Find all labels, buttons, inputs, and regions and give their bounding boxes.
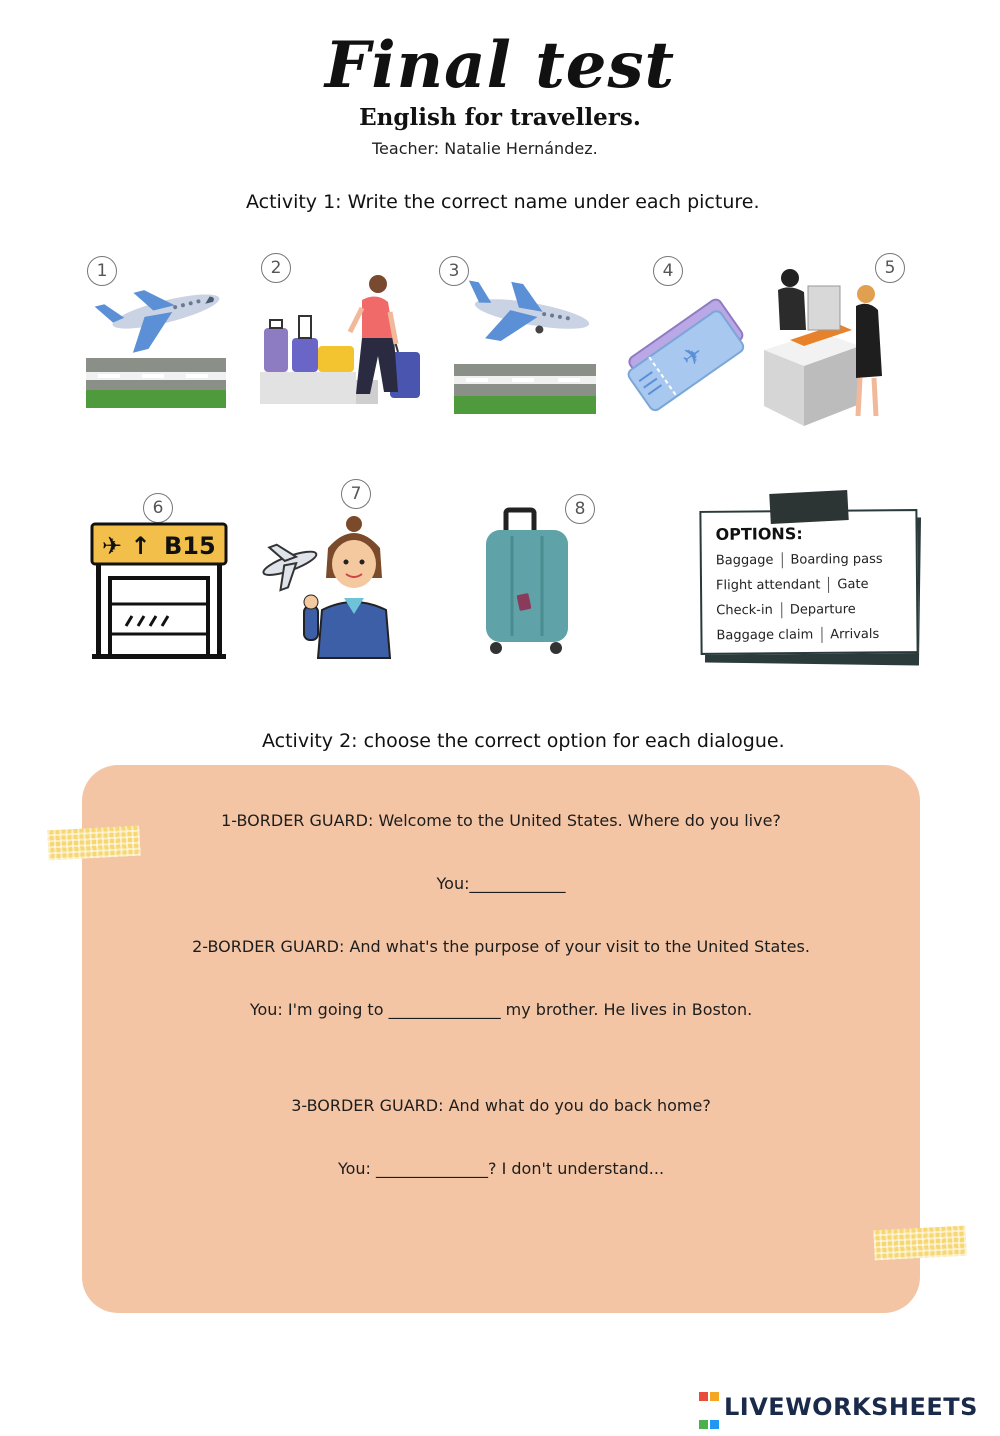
picture-number-6: 6: [143, 493, 173, 523]
picture-number-4: 4: [653, 256, 683, 286]
answer-blank-3[interactable]: You: ______________? I don't understand...: [337, 1159, 665, 1178]
teacher-name: Teacher: Natalie Hernández.: [372, 139, 598, 158]
dialogue-line-2: 2-BORDER GUARD: And what's the purpose of your visit to the United States.: [192, 937, 810, 956]
washi-tape-left: [47, 826, 140, 861]
options-title: OPTIONS:: [715, 524, 803, 544]
option-gate: Gate: [837, 576, 869, 593]
option-baggage-claim: Baggage claim: [716, 627, 814, 644]
options-tape: [769, 490, 848, 524]
option-departure: Departure: [789, 602, 856, 618]
svg-text:✈: ✈: [676, 338, 709, 374]
option-baggage: Baggage: [715, 552, 774, 569]
baggage-claim-icon: [258, 272, 426, 412]
options-row-2: [716, 576, 869, 593]
gate-icon: [90, 522, 228, 660]
dialogue-line-3: 3-BORDER GUARD: And what do you do back home?: [291, 1096, 711, 1115]
page-title: Final test: [324, 28, 676, 103]
flight-attendant-icon: [258, 514, 398, 660]
picture-number-2: 2: [261, 253, 291, 283]
option-boarding-pass: Boarding pass: [790, 551, 883, 568]
activity-2-title: Activity 2: choose the correct option for each dialogue.: [262, 730, 785, 752]
suitcase-icon: [482, 506, 572, 658]
page-subtitle: English for travellers.: [359, 104, 641, 131]
picture-number-1: 1: [87, 256, 117, 286]
picture-number-7: 7: [341, 479, 371, 509]
washi-tape-right: [873, 1226, 966, 1261]
option-flight-attendant: Flight attendant: [715, 577, 821, 594]
activity-1-title: Activity 1: Write the correct name under each picture.: [246, 191, 760, 213]
check-in-desk-icon: [760, 266, 890, 428]
dialogue-box: [82, 765, 920, 1313]
arrivals-plane-icon: [452, 274, 597, 419]
picture-number-8: 8: [565, 494, 595, 524]
options-row-3: [716, 602, 856, 619]
departure-plane-icon: [84, 282, 229, 412]
answer-blank-2[interactable]: You: I'm going to ______________ my brother. He lives in Boston.: [249, 1000, 753, 1019]
option-arrivals: Arrivals: [830, 626, 880, 643]
options-row-1: [716, 551, 883, 568]
brand-name: LIVEWORKSHEETS: [724, 1393, 978, 1421]
dialogue-line-1: 1-BORDER GUARD: Welcome to the United States. Where do you live?: [221, 811, 781, 830]
picture-number-3: 3: [439, 256, 469, 286]
option-check-in: Check-in: [716, 602, 773, 619]
svg-text:✈ ↑: ✈ ↑: [102, 532, 151, 560]
answer-blank-1[interactable]: You:____________: [436, 874, 566, 893]
liveworksheets-logo[interactable]: [698, 1380, 978, 1436]
picture-number-5: 5: [875, 253, 905, 283]
boarding-pass-icon: [622, 286, 747, 416]
options-row-4: [716, 626, 879, 643]
gate-sign-text: B15: [164, 532, 216, 560]
logo-squares-icon: [698, 1380, 720, 1436]
options-card: [699, 509, 918, 655]
